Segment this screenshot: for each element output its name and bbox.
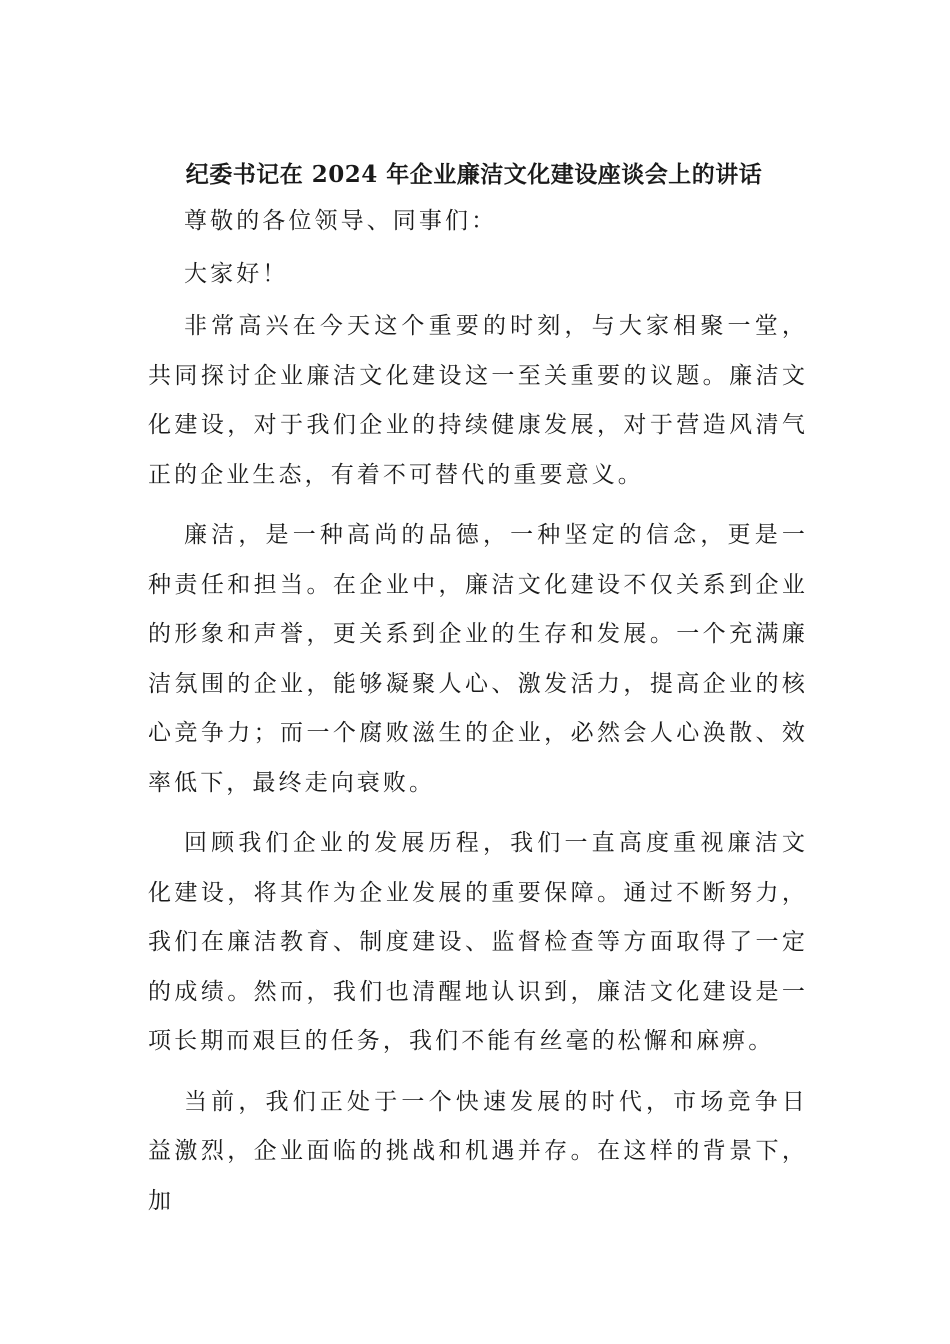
paragraph-3: 回顾我们企业的发展历程，我们一直高度重视廉洁文化建设，将其作为企业发展的重要保障。通过不断努力，我们在廉洁教育、制度建设、监督检查等方面取得了一定的成绩。然而，我们也清醒地认识到，廉洁文化建设是一项长期而艰巨的任务，我们不能有丝毫的松懈和麻痹。 xyxy=(148,830,808,1054)
document-title: 纪委书记在 2024 年企业廉洁文化建设座谈会上的讲话 xyxy=(185,161,763,188)
paragraph-4: 当前，我们正处于一个快速发展的时代，市场竞争日益激烈，企业面临的挑战和机遇并存。在这样的背景下，加 xyxy=(148,1088,808,1214)
paragraph-2: 廉洁，是一种高尚的品德，一种坚定的信念，更是一种责任和担当。在企业中，廉洁文化建设不仅关系到企业的形象和声誉，更关系到企业的生存和发展。一个充满廉洁氛围的企业，能够凝聚人心、激发活力，提高企业的核心竞争力；而一个腐败滋生的企业，必然会人心涣散、效率低下，最终走向衰败。 xyxy=(148,522,808,796)
greeting: 大家好！ xyxy=(184,260,289,287)
document-body xyxy=(148,155,808,1226)
paragraph-1: 非常高兴在今天这个重要的时刻，与大家相聚一堂，共同探讨企业廉洁文化建设这一至关重要的议题。廉洁文化建设，对于我们企业的持续健康发展，对于营造风清气正的企业生态，有着不可替代的重要意义。 xyxy=(148,313,808,488)
salutation: 尊敬的各位领导、同事们： xyxy=(184,208,498,234)
